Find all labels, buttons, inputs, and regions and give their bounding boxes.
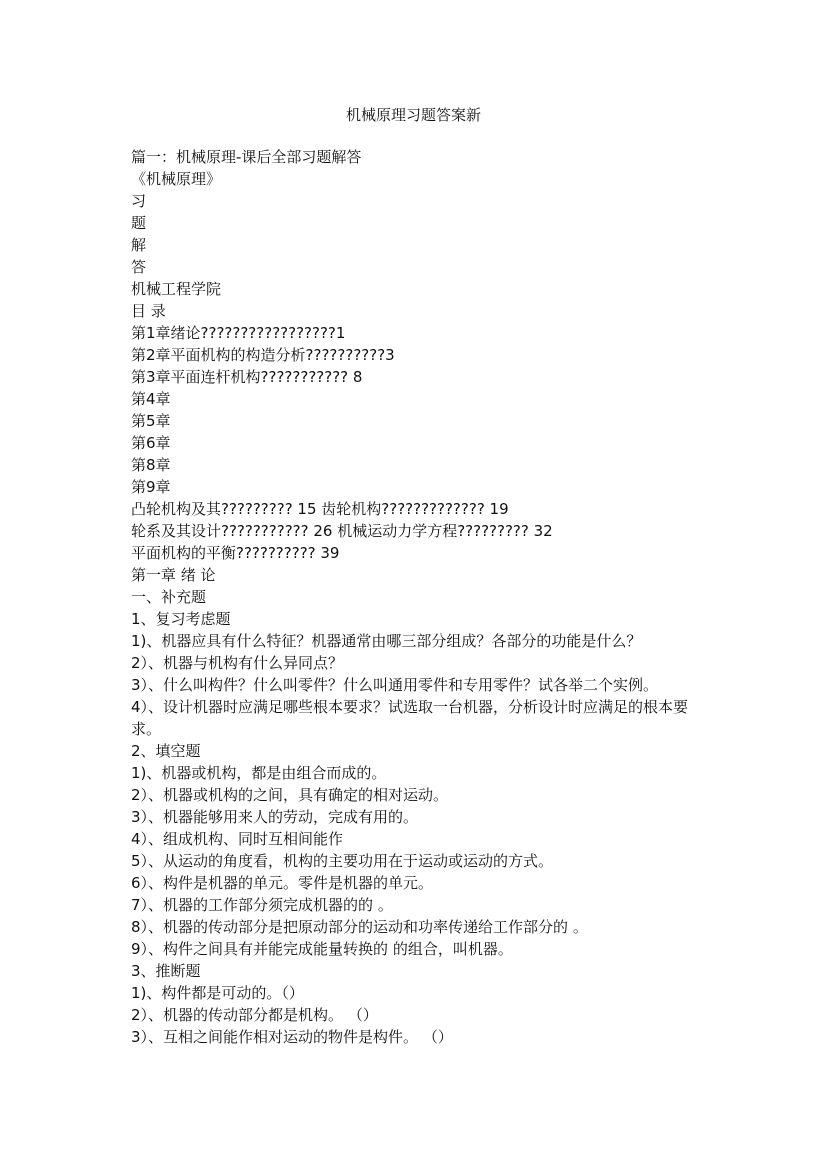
institution-name: 机械工程学院 <box>131 280 222 298</box>
toc-entry: 第5章 <box>131 412 171 430</box>
section-heading: 篇一：机械原理-课后全部习题解答 <box>131 148 362 166</box>
text-line: 题 <box>131 214 147 232</box>
question-item: 8）、机器的传动部分是把原动部分的运动和功率传递给工作部分的 。 <box>131 918 588 936</box>
subsection-heading: 3、推断题 <box>131 962 201 980</box>
question-item: 5）、从运动的角度看，机构的主要功用在于运动或运动的方式。 <box>131 852 554 870</box>
document-body <box>131 146 701 1048</box>
text-line: 答 <box>131 258 147 276</box>
toc-entry: 第3章平面连杆机构??????????? 8 <box>131 368 363 386</box>
toc-entry: 凸轮机构及其????????? 15 齿轮机构????????????? 19 <box>131 500 509 518</box>
question-item: 2）、机器与机构有什么异同点？ <box>131 654 344 672</box>
question-item: 7）、机器的工作部分须完成机器的的 。 <box>131 896 393 914</box>
text-line: 习 <box>131 192 147 210</box>
question-item: 2）、机器或机构的之间，具有确定的相对运动。 <box>131 786 449 804</box>
question-item: 1)、机器应具有什么特征？机器通常由哪三部分组成？各部分的功能是什么？ <box>131 632 642 650</box>
subsection-heading: 一、补充题 <box>131 588 207 606</box>
toc-entry: 第6章 <box>131 434 171 452</box>
question-item: 1)、构件都是可动的。（） <box>131 984 304 1002</box>
subsection-heading: 2、填空题 <box>131 742 201 760</box>
toc-heading: 目 录 <box>131 302 166 320</box>
toc-entry: 第1章绪论?????????????????1 <box>131 324 346 342</box>
text-line: 解 <box>131 236 147 254</box>
question-item: 4）、设计机器时应满足哪些根本要求？试选取一台机器，分析设计时应满足的根本要求。 <box>131 698 689 738</box>
question-item: 3）、机器能够用来人的劳动，完成有用的。 <box>131 808 419 826</box>
toc-entry: 平面机构的平衡?????????? 39 <box>131 544 340 562</box>
question-item: 2）、机器的传动部分都是机构。 （） <box>131 1006 378 1024</box>
book-title: 《机械原理》 <box>131 170 222 188</box>
subsection-heading: 1、复习考虑题 <box>131 610 231 628</box>
question-item: 6）、构件是机器的单元。零件是机器的单元。 <box>131 874 434 892</box>
document-title: 机械原理习题答案新 <box>345 106 481 124</box>
question-item: 3）、互相之间能作相对运动的物件是构件。 （） <box>131 1028 453 1046</box>
question-item: 4）、组成机构、同时互相间能作 <box>131 830 344 848</box>
toc-entry: 第4章 <box>131 390 171 408</box>
toc-entry: 轮系及其设计??????????? 26 机械运动力学方程????????? 32 <box>131 522 553 540</box>
toc-entry: 第8章 <box>131 456 171 474</box>
question-item: 3）、什么叫构件？什么叫零件？什么叫通用零件和专用零件？试各举二个实例。 <box>131 676 659 694</box>
question-item: 9）、构件之间具有并能完成能量转换的 的组合，叫机器。 <box>131 940 513 958</box>
toc-entry: 第9章 <box>131 478 171 496</box>
toc-entry: 第2章平面机构的构造分析??????????3 <box>131 346 395 364</box>
chapter-heading: 第一章 绪 论 <box>131 566 216 584</box>
question-item: 1)、机器或机构，都是由组合而成的。 <box>131 764 387 782</box>
